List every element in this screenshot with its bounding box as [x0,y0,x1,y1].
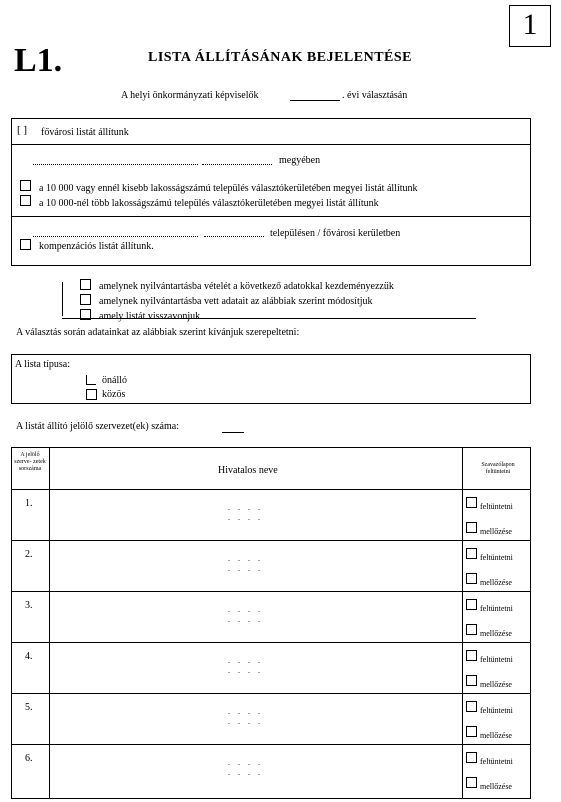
compensation-checkbox[interactable] [20,239,31,250]
subtitle-prefix: A helyi önkormányzati képviselők [121,90,259,101]
show-on-ballot-label: feltüntetni [480,604,513,613]
show-on-ballot-checkbox[interactable] [466,599,477,610]
compensation-label: kompenzációs listát állítunk. [39,241,154,252]
show-on-ballot-checkbox[interactable] [466,650,477,661]
year-field[interactable] [290,100,340,101]
capital-bracket[interactable]: [ ] [17,124,28,136]
row-number: 6. [25,753,33,764]
table-row-divider [11,642,531,643]
small-settlement-checkbox[interactable] [20,180,31,191]
independent-checkbox[interactable] [86,375,96,385]
form-code: L1. [14,42,63,79]
divider [11,144,531,145]
omit-from-ballot-label: mellőzése [480,782,512,791]
show-on-ballot-checkbox[interactable] [466,497,477,508]
large-settlement-label: a 10 000-nél több lakosságszámú település választókerületében megyei listát állítunk [39,198,379,209]
modify-label: amelynek nyilvántartásba vett adatait az alábbiak szerint módosítjuk [99,296,373,307]
scan-dots: . . . . [228,707,263,716]
small-settlement-label: a 10 000 vagy ennél kisebb lakosságszámú település választókerületében megyei listát állítunk [39,183,418,194]
omit-from-ballot-checkbox[interactable] [466,573,477,584]
omit-from-ballot-label: mellőzése [480,680,512,689]
col-name-header: Hivatalos neve [218,465,278,476]
register-checkbox[interactable] [80,279,91,290]
omit-from-ballot-label: mellőzése [480,578,512,587]
row-number: 2. [25,549,33,560]
county-field-2[interactable] [202,164,272,165]
omit-from-ballot-checkbox[interactable] [466,624,477,635]
settlement-field[interactable] [33,236,198,237]
scan-dots: . . . . [228,717,263,726]
list-kind-label: A lista típusa: [15,359,70,370]
show-on-ballot-checkbox[interactable] [466,752,477,763]
subtitle-suffix: . évi választásán [342,90,408,101]
withdraw-label: amely listát visszavonjuk [99,311,201,322]
show-on-ballot-checkbox[interactable] [466,548,477,559]
table-header-divider [11,489,531,490]
row-number: 3. [25,600,33,611]
settlement-field-2[interactable] [204,236,264,237]
omit-from-ballot-label: mellőzése [480,731,512,740]
county-suffix: megyében [279,155,321,166]
bracket-bottom [62,318,476,319]
scan-dots: . . . . [228,564,263,573]
col-status-header: Szavazólapon feltüntetni [481,462,515,475]
org-count-label: A listát állító jelölő szervezet(ek) száma: [16,421,179,432]
show-on-ballot-label: feltüntetni [480,757,513,766]
scan-dots: . . . . [228,666,263,675]
scan-dots: . . . . [228,758,263,767]
independent-label: önálló [102,375,127,386]
omit-from-ballot-checkbox[interactable] [466,675,477,686]
divider [11,216,531,217]
table-col-divider [462,447,463,799]
table-row-divider [11,591,531,592]
settlement-suffix: településen / fővárosi kerületben [270,228,401,239]
scan-dots: . . . . [228,656,263,665]
table-row-divider [11,540,531,541]
register-label: amelynek nyilvántartásba vételét a következő adatokkal kezdeményezzük [99,281,394,292]
omit-from-ballot-checkbox[interactable] [466,522,477,533]
form-title: LISTA ÁLLÍTÁSÁNAK BEJELENTÉSE [148,50,412,65]
table-row-divider [11,744,531,745]
org-table [11,447,531,799]
show-on-ballot-label: feltüntetni [480,502,513,511]
show-on-ballot-label: feltüntetni [480,655,513,664]
scan-dots: . . . . [228,768,263,777]
row-number: 1. [25,498,33,509]
show-on-ballot-label: feltüntetni [480,706,513,715]
table-col-divider [49,447,50,799]
scan-dots: . . . . [228,615,263,624]
table-row-divider [11,693,531,694]
large-settlement-checkbox[interactable] [20,195,31,206]
scan-dots: . . . . [228,503,263,512]
modify-checkbox[interactable] [80,294,91,305]
omit-from-ballot-label: mellőzése [480,527,512,536]
bracket-left [62,282,63,316]
col-num-header: A jelölő szerve- zetek sorszáma [14,452,46,472]
capital-list-label: fővárosi listát állítunk [41,127,129,138]
omit-from-ballot-checkbox[interactable] [466,726,477,737]
scan-dots: . . . . [228,513,263,522]
omit-from-ballot-label: mellőzése [480,629,512,638]
scan-dots: . . . . [228,605,263,614]
show-on-ballot-label: feltüntetni [480,553,513,562]
row-number: 5. [25,702,33,713]
county-field[interactable] [33,164,198,165]
joint-checkbox[interactable] [86,389,97,400]
org-count-field[interactable] [222,432,244,433]
show-on-ballot-checkbox[interactable] [466,701,477,712]
display-note: A választás során adatainkat az alábbiak szerint kívánjuk szerepeltetni: [16,327,300,338]
row-number: 4. [25,651,33,662]
scan-dots: . . . . [228,554,263,563]
omit-from-ballot-checkbox[interactable] [466,777,477,788]
page-number: 1 [522,8,538,41]
joint-label: közös [102,389,126,400]
